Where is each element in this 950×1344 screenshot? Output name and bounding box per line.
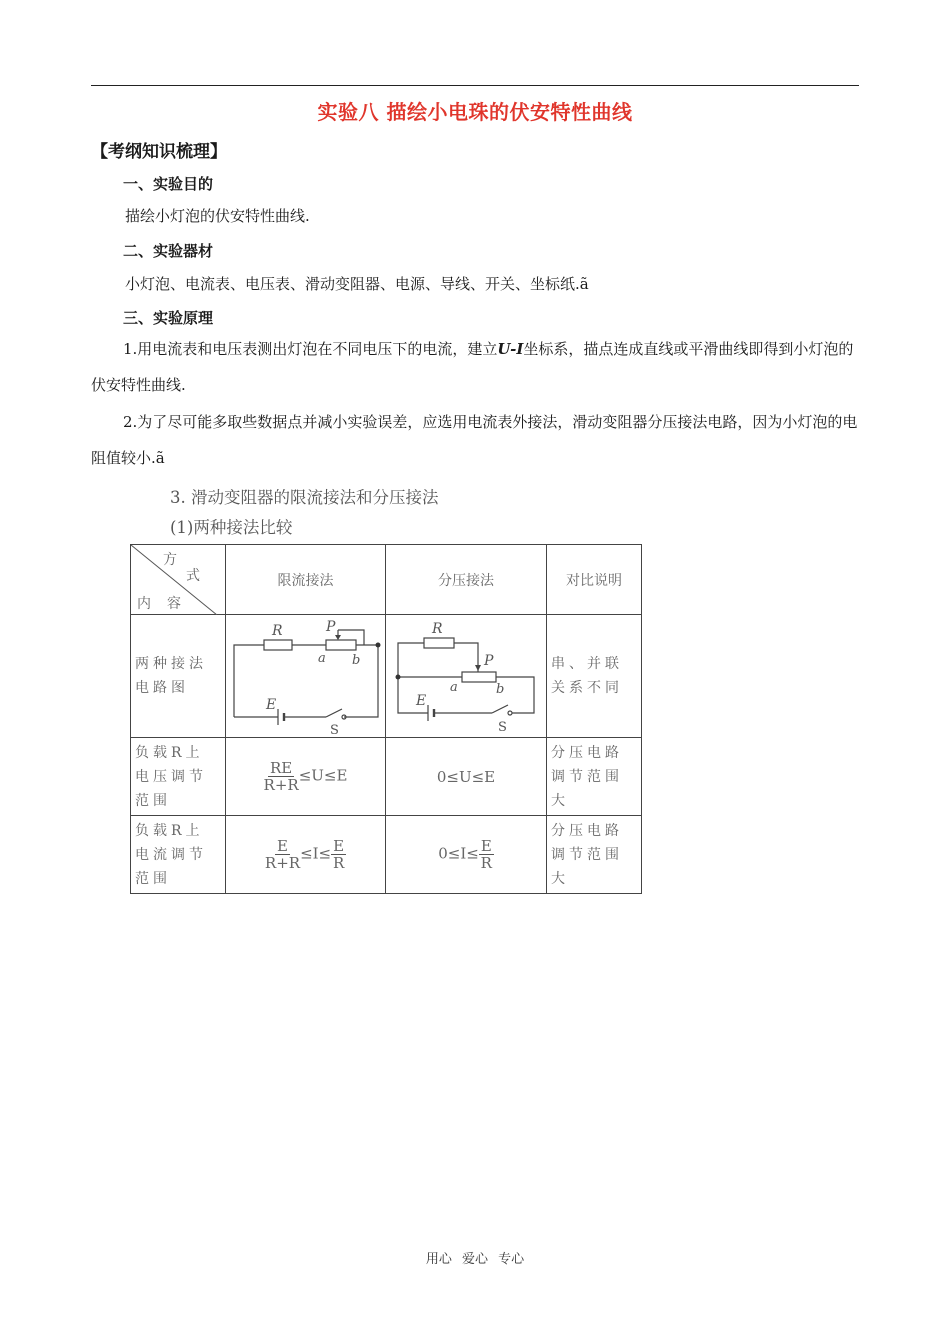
header-rule xyxy=(91,85,859,86)
figure-heading: 3. 滑动变阻器的限流接法和分压接法 xyxy=(170,488,439,507)
header-limit-method: 限流接法 xyxy=(226,545,386,615)
purpose-text: 描绘小灯泡的伏安特性曲线. xyxy=(125,207,310,225)
divider-label-S: S xyxy=(498,720,507,735)
row-label-circuit: 两种接法电路图 xyxy=(131,615,226,738)
equipment-text: 小灯泡、电流表、电压表、滑动变阻器、电源、导线、开关、坐标纸.ã xyxy=(125,275,589,293)
limit-label-E: E xyxy=(266,697,277,713)
note-circuit: 串、并联关系不同 xyxy=(547,615,642,738)
corner-mid-text: 式 xyxy=(186,568,200,584)
header-comparison: 对比说明 xyxy=(547,545,642,615)
divider-label-P: P xyxy=(484,653,494,669)
corner-left2-text: 容 xyxy=(167,596,181,612)
ui-axis-term: U-I xyxy=(497,340,524,358)
page-title: 实验八 描绘小电珠的伏安特性曲线 xyxy=(317,100,633,124)
divider-voltage-range: 0≤U≤E xyxy=(386,738,547,816)
voltage-fraction-den: R+R xyxy=(263,776,299,794)
voltage-fraction xyxy=(264,760,299,793)
limit-label-P: P xyxy=(326,619,336,635)
corner-left1-text: 内 xyxy=(137,596,151,612)
note-voltage: 分压电路调节范围大 xyxy=(547,738,642,816)
figure-subheading: (1)两种接法比较 xyxy=(170,518,293,537)
limit-label-R: R xyxy=(272,623,283,639)
note-current: 分压电路调节范围大 xyxy=(547,816,642,894)
divider-label-E: E xyxy=(416,693,427,709)
section-header: 【考纲知识梳理】 xyxy=(91,142,227,162)
limit-circuit-diagram xyxy=(226,615,385,737)
heading-principle: 三、实验原理 xyxy=(123,309,214,327)
page-footer: 用心 爱心 专心 xyxy=(425,1252,525,1267)
divider-current-head: 0≤I≤ xyxy=(438,844,479,863)
principle-paragraph-1 xyxy=(91,331,859,403)
limit-label-a: a xyxy=(318,651,326,666)
limit-label-b: b xyxy=(352,653,361,668)
divider-circuit-diagram xyxy=(386,615,546,737)
limit-label-S: S xyxy=(330,723,339,737)
limit-voltage-range xyxy=(226,738,386,816)
voltage-limit-tail: ≤U≤E xyxy=(298,766,348,785)
heading-purpose: 一、实验目的 xyxy=(123,175,214,193)
current-fraction-1-den: R+R xyxy=(264,854,301,872)
limit-circuit-cell xyxy=(226,615,386,738)
heading-equipment: 二、实验器材 xyxy=(123,242,214,260)
current-fraction-1 xyxy=(265,838,300,871)
divider-current-range xyxy=(386,816,547,894)
corner-top-text: 方 xyxy=(163,552,177,568)
divider-label-b: b xyxy=(496,682,505,697)
principle-1-before: 1.用电流表和电压表测出灯泡在不同电压下的电流，建立 xyxy=(123,340,498,358)
voltage-fraction-num: RE xyxy=(270,759,293,777)
corner-cell xyxy=(131,545,226,615)
current-fraction-2 xyxy=(331,838,346,871)
divider-current-fraction xyxy=(479,838,494,871)
current-fraction-1-num: E xyxy=(277,837,288,855)
row-label-voltage: 负载R上电压调节范围 xyxy=(131,738,226,816)
current-fraction-2-den: R xyxy=(332,854,345,872)
comparison-table xyxy=(130,544,642,894)
limit-current-range xyxy=(226,816,386,894)
divider-current-num: E xyxy=(480,837,492,855)
current-fraction-2-num: E xyxy=(333,837,345,855)
header-divider-method: 分压接法 xyxy=(386,545,547,615)
divider-label-a: a xyxy=(450,680,458,695)
principle-2-text: 2.为了尽可能多取些数据点并减小实验误差，应选用电流表外接法，滑动变阻器分压接法电路，因为小灯泡的电阻值较小.ã xyxy=(91,413,858,467)
principle-paragraph-2 xyxy=(91,404,859,476)
divider-label-R: R xyxy=(432,621,443,637)
principle-1-after: 坐标系，描点连成直线或平滑曲线即得到小灯泡的伏安特性曲线. xyxy=(91,340,854,394)
divider-circuit-cell xyxy=(386,615,547,738)
divider-current-den: R xyxy=(480,854,492,872)
current-limit-mid: ≤I≤ xyxy=(300,844,332,863)
row-label-current: 负载R上电流调节范围 xyxy=(131,816,226,894)
